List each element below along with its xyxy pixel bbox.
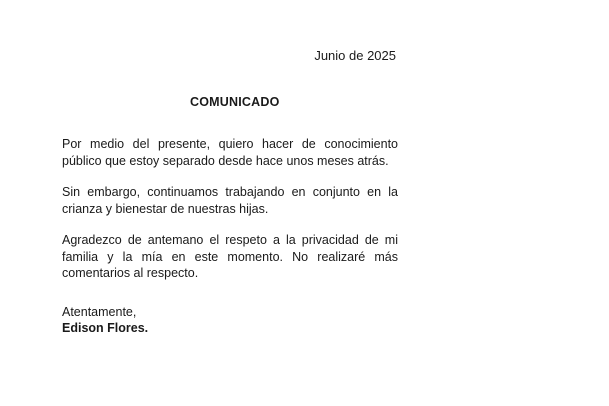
closing-salutation: Atentamente, [62, 305, 137, 319]
document-date: Junio de 2025 [314, 48, 396, 63]
document-title: COMUNICADO [190, 95, 280, 109]
paragraph-2: Sin embargo, continuamos trabajando en conjunto en la crianza y bienestar de nuestras hijas. [62, 185, 398, 216]
paragraph-1: Por medio del presente, quiero hacer de conocimiento público que estoy separado desde hace unos meses atrás. [62, 137, 398, 168]
signature-name: Edison Flores. [62, 321, 149, 335]
paragraph-3: Agradezco de antemano el respeto a la privacidad de mi familia y la mía en este momento. No realizaré más comentarios al respecto. [62, 233, 398, 280]
